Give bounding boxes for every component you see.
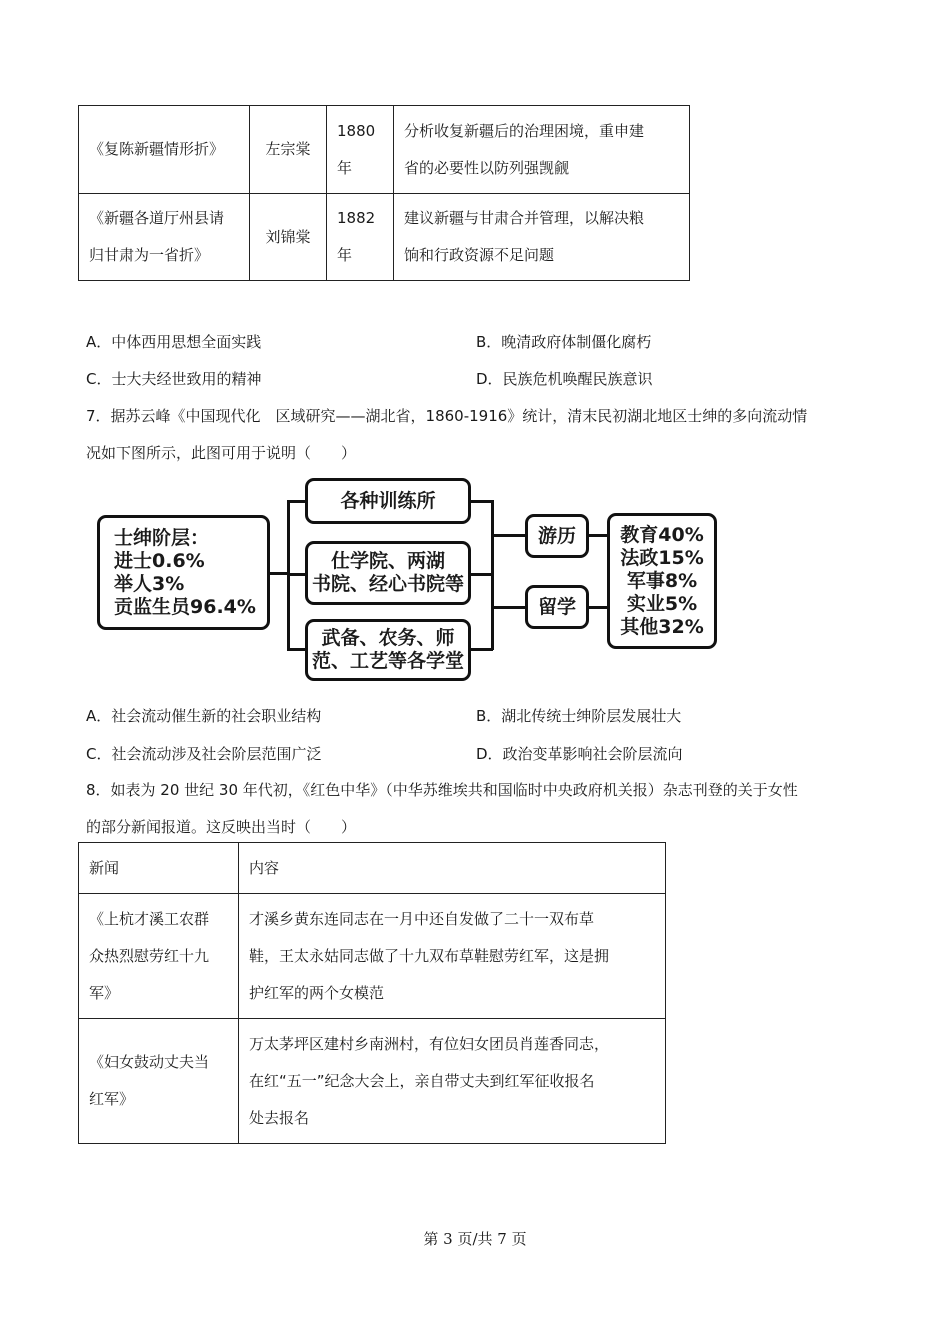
- study-abroad-label: 留学: [537, 595, 576, 618]
- news-title-cell: [79, 1019, 239, 1144]
- year: 1880: [337, 121, 376, 140]
- connector-line: [491, 534, 525, 537]
- table1-title-cell: [79, 194, 250, 281]
- content-header-cell: [239, 843, 666, 894]
- content-line: 饷和行政资源不足问题: [404, 246, 555, 264]
- outcome-education: 教育40%: [620, 523, 704, 546]
- gentry-gongjian: 贡监生员96.4%: [114, 595, 256, 618]
- connector-line: [470, 573, 493, 576]
- year-unit: 年: [337, 246, 353, 264]
- author: 刘锦棠: [265, 227, 311, 246]
- table1-content-cell: [394, 194, 690, 281]
- news-content-line: 处去报名: [249, 1108, 310, 1127]
- q8-stem-line2: 的部分新闻报道。这反映出当时（ ）: [86, 818, 357, 836]
- academies-label: 书院、经心书院等: [311, 573, 464, 595]
- news-title-line: 众热烈慰劳红十九: [89, 946, 210, 965]
- table1-year-cell: [327, 194, 394, 281]
- news-table: [78, 842, 666, 1144]
- training-institutes-label: 各种训练所: [340, 489, 436, 512]
- news-content-line: 万太茅坪区建村乡南洲村，有位妇女团员肖莲香同志，: [249, 1034, 610, 1053]
- outcome-industry: 实业5%: [626, 592, 698, 615]
- news-content-line: 在红“五一”纪念大会上，亲自带丈夫到红军征收报名: [249, 1071, 595, 1090]
- governance-table: [78, 105, 690, 281]
- content-header: 内容: [249, 858, 280, 877]
- outcome-military: 军事8%: [626, 569, 698, 592]
- connector-line: [470, 500, 493, 503]
- news-content-line: 才溪乡黄东连同志在一月中还自发做了二十一双布草: [249, 909, 595, 928]
- q6-option-c[interactable]: C．士大夫经世致用的精神: [86, 370, 262, 388]
- outcome-other: 其他32%: [620, 615, 704, 638]
- connector-line: [491, 500, 494, 650]
- news-title-line: 军》: [89, 983, 120, 1002]
- news-content-line: 护红军的两个女模范: [249, 983, 385, 1002]
- content-line: 省的必要性以防列强觊觎: [404, 158, 570, 177]
- q6-option-b[interactable]: B．晚清政府体制僵化腐朽: [476, 333, 652, 351]
- travel-box: [525, 514, 589, 558]
- news-content-cell: [239, 1019, 666, 1144]
- news-content-line: 鞋，王太永姑同志做了十九双布草鞋慰劳红军，这是拥: [249, 946, 610, 965]
- schools-box: [305, 619, 471, 681]
- schools-label: 范、工艺等各学堂: [311, 650, 464, 672]
- travel-label: 游历: [537, 524, 576, 547]
- q8-stem-line1: 8．如表为 20 世纪 30 年代初，《红色中华》（中华苏维埃共和国临时中央政府机关报）杂志刊登的关于女性: [86, 781, 798, 799]
- year-unit: 年: [337, 158, 353, 177]
- table1-title-cell: [79, 106, 250, 194]
- connector-line: [470, 648, 493, 651]
- memorial-title: 归甘肃为一省折》: [89, 246, 210, 264]
- author: 左宗棠: [265, 140, 311, 158]
- table1-year-cell: [327, 106, 394, 194]
- table1-content-cell: [394, 106, 690, 194]
- academies-label: 仕学院、两湖: [330, 550, 445, 572]
- q7-option-a[interactable]: A．社会流动催生新的社会职业结构: [86, 707, 322, 725]
- gentry-juren: 举人3%: [114, 572, 185, 595]
- connector-line: [269, 572, 288, 575]
- news-header: 新闻: [89, 858, 120, 877]
- gentry-class-box: [97, 515, 270, 630]
- connector-line: [491, 606, 525, 609]
- connector-line: [287, 500, 305, 503]
- gentry-title: 士绅阶层：: [114, 526, 210, 549]
- news-header-cell: [79, 843, 239, 894]
- q6-option-a[interactable]: A．中体西用思想全面实践: [86, 333, 262, 351]
- page-number: 第 3 页/共 7 页: [423, 1230, 527, 1248]
- q7-stem-line2: 况如下图所示，此图可用于说明（ ）: [86, 444, 357, 462]
- connector-line: [588, 606, 608, 609]
- memorial-title: 《新疆各道厅州县请: [89, 209, 225, 227]
- news-content-cell: [239, 894, 666, 1019]
- news-title-cell: [79, 894, 239, 1019]
- study-abroad-box: [525, 585, 589, 629]
- academies-box: [305, 541, 471, 605]
- training-institutes-box: [305, 478, 471, 524]
- connector-line: [588, 534, 608, 537]
- gentry-jinshi: 进士0.6%: [114, 549, 205, 572]
- content-line: 建议新疆与甘肃合并管理，以解决粮: [404, 209, 645, 227]
- content-line: 分析收复新疆后的治理困境，重申建: [404, 121, 645, 140]
- q7-option-c[interactable]: C．社会流动涉及社会阶层范围广泛: [86, 745, 322, 763]
- schools-label: 武备、农务、师: [321, 627, 455, 649]
- table1-author-cell: [250, 106, 327, 194]
- q7-stem-line1: 7．据苏云峰《中国现代化 区域研究——湖北省，1860-1916》统计，清末民初湖北地区士绅的多向流动情: [86, 407, 808, 425]
- memorial-title: 《复陈新疆情形折》: [89, 140, 225, 158]
- year: 1882: [337, 209, 376, 227]
- outcome-law-politics: 法政15%: [620, 546, 704, 569]
- q7-option-d[interactable]: D．政治变革影响社会阶层流向: [476, 745, 683, 763]
- q6-option-d[interactable]: D．民族危机唤醒民族意识: [476, 370, 653, 388]
- connector-line: [287, 648, 305, 651]
- news-title-line: 《妇女鼓动丈夫当: [89, 1053, 210, 1071]
- q7-option-b[interactable]: B．湖北传统士绅阶层发展壮大: [476, 707, 682, 725]
- news-title-line: 《上杭才溪工农群: [89, 909, 210, 928]
- outcomes-box: [607, 513, 717, 649]
- news-title-line: 红军》: [89, 1090, 135, 1108]
- table1-author-cell: [250, 194, 327, 281]
- connector-line: [287, 573, 305, 576]
